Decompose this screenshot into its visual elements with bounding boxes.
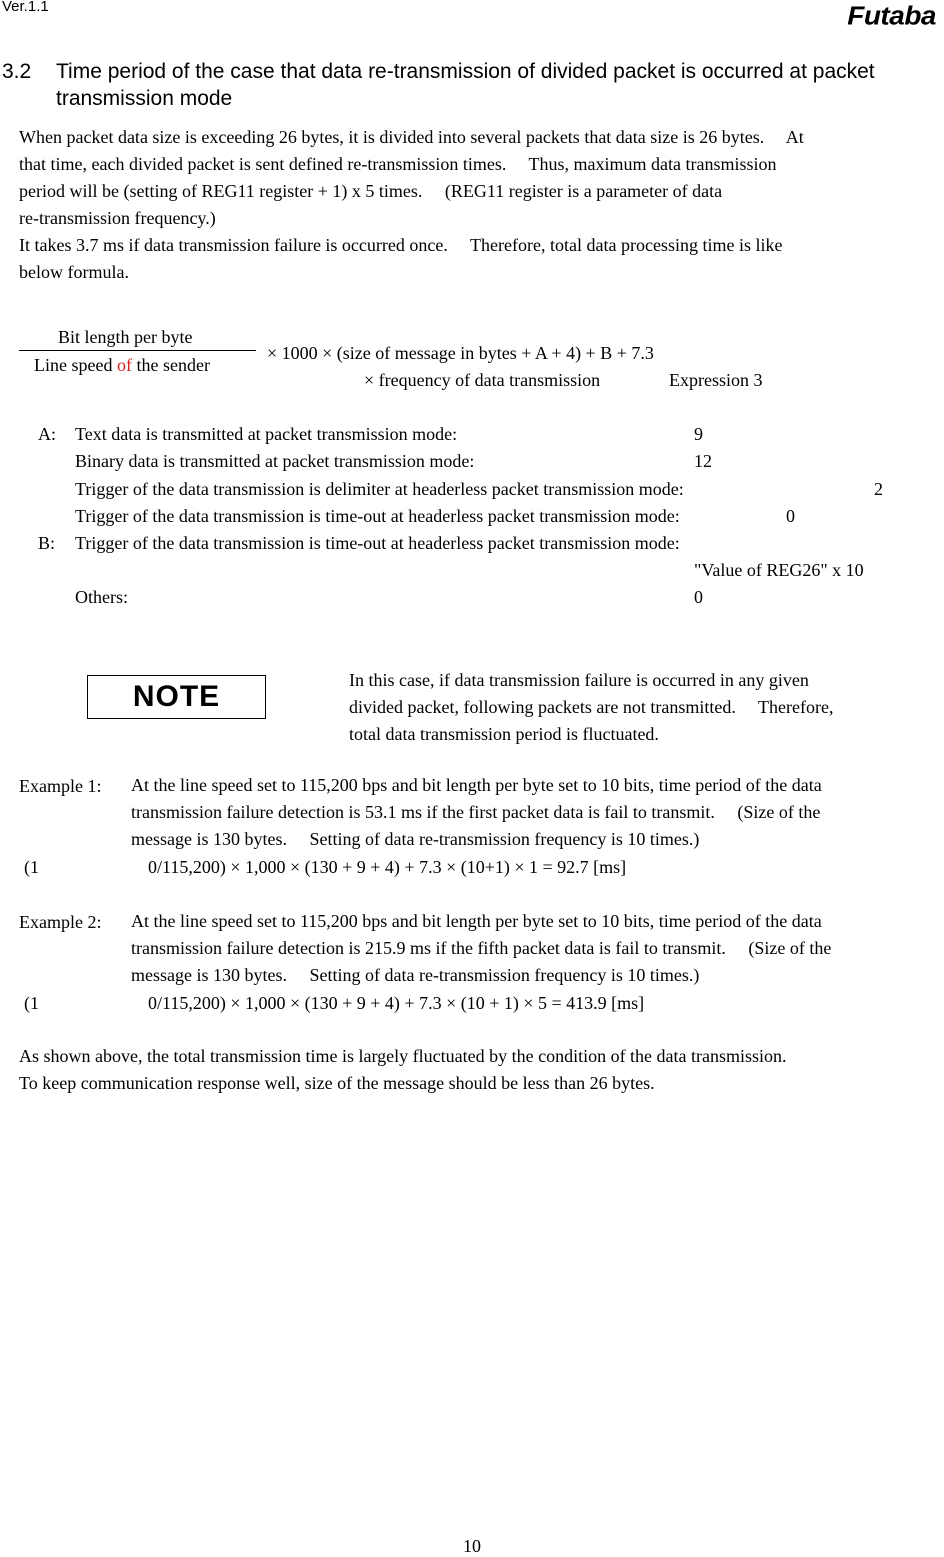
formula-line1: × 1000 × (size of message in bytes + A + 4) + B + 7.3 — [267, 343, 654, 363]
param-a-item: Trigger of the data transmission is time-out at headerless packet transmission mode: — [75, 506, 680, 526]
example-line: transmission failure detection is 215.9 ms if the fifth packet data is fail to transmit. (Size of the — [131, 938, 832, 958]
param-b-label: B: — [38, 533, 56, 553]
param-b-text: Trigger of the data transmission is time-out at headerless packet transmission mode: — [75, 533, 680, 553]
param-a-label: A: — [38, 424, 56, 444]
conclusion-line: As shown above, the total transmission time is largely fluctuated by the condition of the data transmission. — [19, 1046, 787, 1066]
intro-line: below formula. — [19, 262, 129, 282]
note-line: divided packet, following packets are not transmitted. Therefore, — [349, 697, 834, 717]
intro-line: period will be (setting of REG11 register + 1) x 5 times. (REG11 register is a parameter of data — [19, 181, 723, 201]
example-1-calc-start: (1 — [24, 857, 39, 877]
param-others-text: Others: — [75, 587, 128, 607]
param-a-value: 2 — [874, 479, 883, 499]
example-1-calc: 0/115,200) × 1,000 × (130 + 9 + 4) + 7.3 × (10+1) × 1 = 92.7 [ms] — [148, 857, 627, 877]
version-label: Ver.1.1 — [2, 0, 49, 15]
formula-numerator: Bit length per byte — [58, 327, 193, 347]
example-line: message is 130 bytes. Setting of data re-transmission frequency is 10 times.) — [131, 829, 700, 849]
note-line: total data transmission period is fluctuated. — [349, 724, 659, 744]
futaba-logo: Futaba — [847, 1, 936, 30]
intro-line: re-transmission frequency.) — [19, 208, 216, 228]
example-line: transmission failure detection is 53.1 ms if the first packet data is fail to transmit. (Size of the — [131, 802, 821, 822]
intro-paragraph — [19, 124, 804, 286]
page-number: 10 — [463, 1536, 481, 1556]
param-a-value: 9 — [694, 424, 703, 444]
note-badge: NOTE — [87, 675, 266, 719]
param-a-value: 12 — [694, 451, 712, 471]
example-2-calc: 0/115,200) × 1,000 × (130 + 9 + 4) + 7.3 × (10 + 1) × 5 = 413.9 [ms] — [148, 993, 645, 1013]
denominator-text: Line speed — [34, 355, 117, 375]
conclusion-paragraph — [19, 1043, 787, 1097]
param-a-item: Binary data is transmitted at packet transmission mode: — [75, 451, 475, 471]
section-title-line2: transmission mode — [56, 87, 233, 110]
expression-label: Expression 3 — [669, 370, 763, 390]
note-text — [349, 667, 834, 748]
example-2-text — [131, 908, 831, 989]
example-1-text — [131, 772, 822, 853]
intro-line: that time, each divided packet is sent defined re-transmission times. Thus, maximum data transmission — [19, 154, 777, 174]
fraction-bar — [19, 350, 256, 351]
param-a-value: 0 — [786, 506, 795, 526]
conclusion-line: To keep communication response well, size of the message should be less than 26 bytes. — [19, 1073, 655, 1093]
intro-line: It takes 3.7 ms if data transmission failure is occurred once. Therefore, total data processing time is like — [19, 235, 783, 255]
example-line: At the line speed set to 115,200 bps and bit length per byte set to 10 bits, time period of the data — [131, 911, 822, 931]
formula-denominator — [34, 355, 210, 376]
note-line: In this case, if data transmission failure is occurred in any given — [349, 670, 809, 690]
example-1-label: Example 1: — [19, 776, 102, 796]
denominator-text: the sender — [131, 355, 210, 375]
example-2-calc-start: (1 — [24, 993, 39, 1013]
param-b-value: "Value of REG26" x 10 — [694, 560, 864, 580]
example-2-label: Example 2: — [19, 912, 102, 932]
param-a-item: Text data is transmitted at packet transmission mode: — [75, 424, 458, 444]
param-a-item: Trigger of the data transmission is delimiter at headerless packet transmission mode: — [75, 479, 684, 499]
example-line: At the line speed set to 115,200 bps and bit length per byte set to 10 bits, time period of the data — [131, 775, 822, 795]
param-others-value: 0 — [694, 587, 703, 607]
intro-line: When packet data size is exceeding 26 bytes, it is divided into several packets that data size is 26 bytes. At — [19, 127, 804, 147]
section-title-line1: Time period of the case that data re-transmission of divided packet is occurred at packet — [56, 60, 875, 83]
denominator-red-text: of — [116, 355, 132, 375]
example-line: message is 130 bytes. Setting of data re-transmission frequency is 10 times.) — [131, 965, 700, 985]
formula-line2: × frequency of data transmission — [364, 370, 601, 390]
section-number: 3.2 — [2, 60, 32, 83]
